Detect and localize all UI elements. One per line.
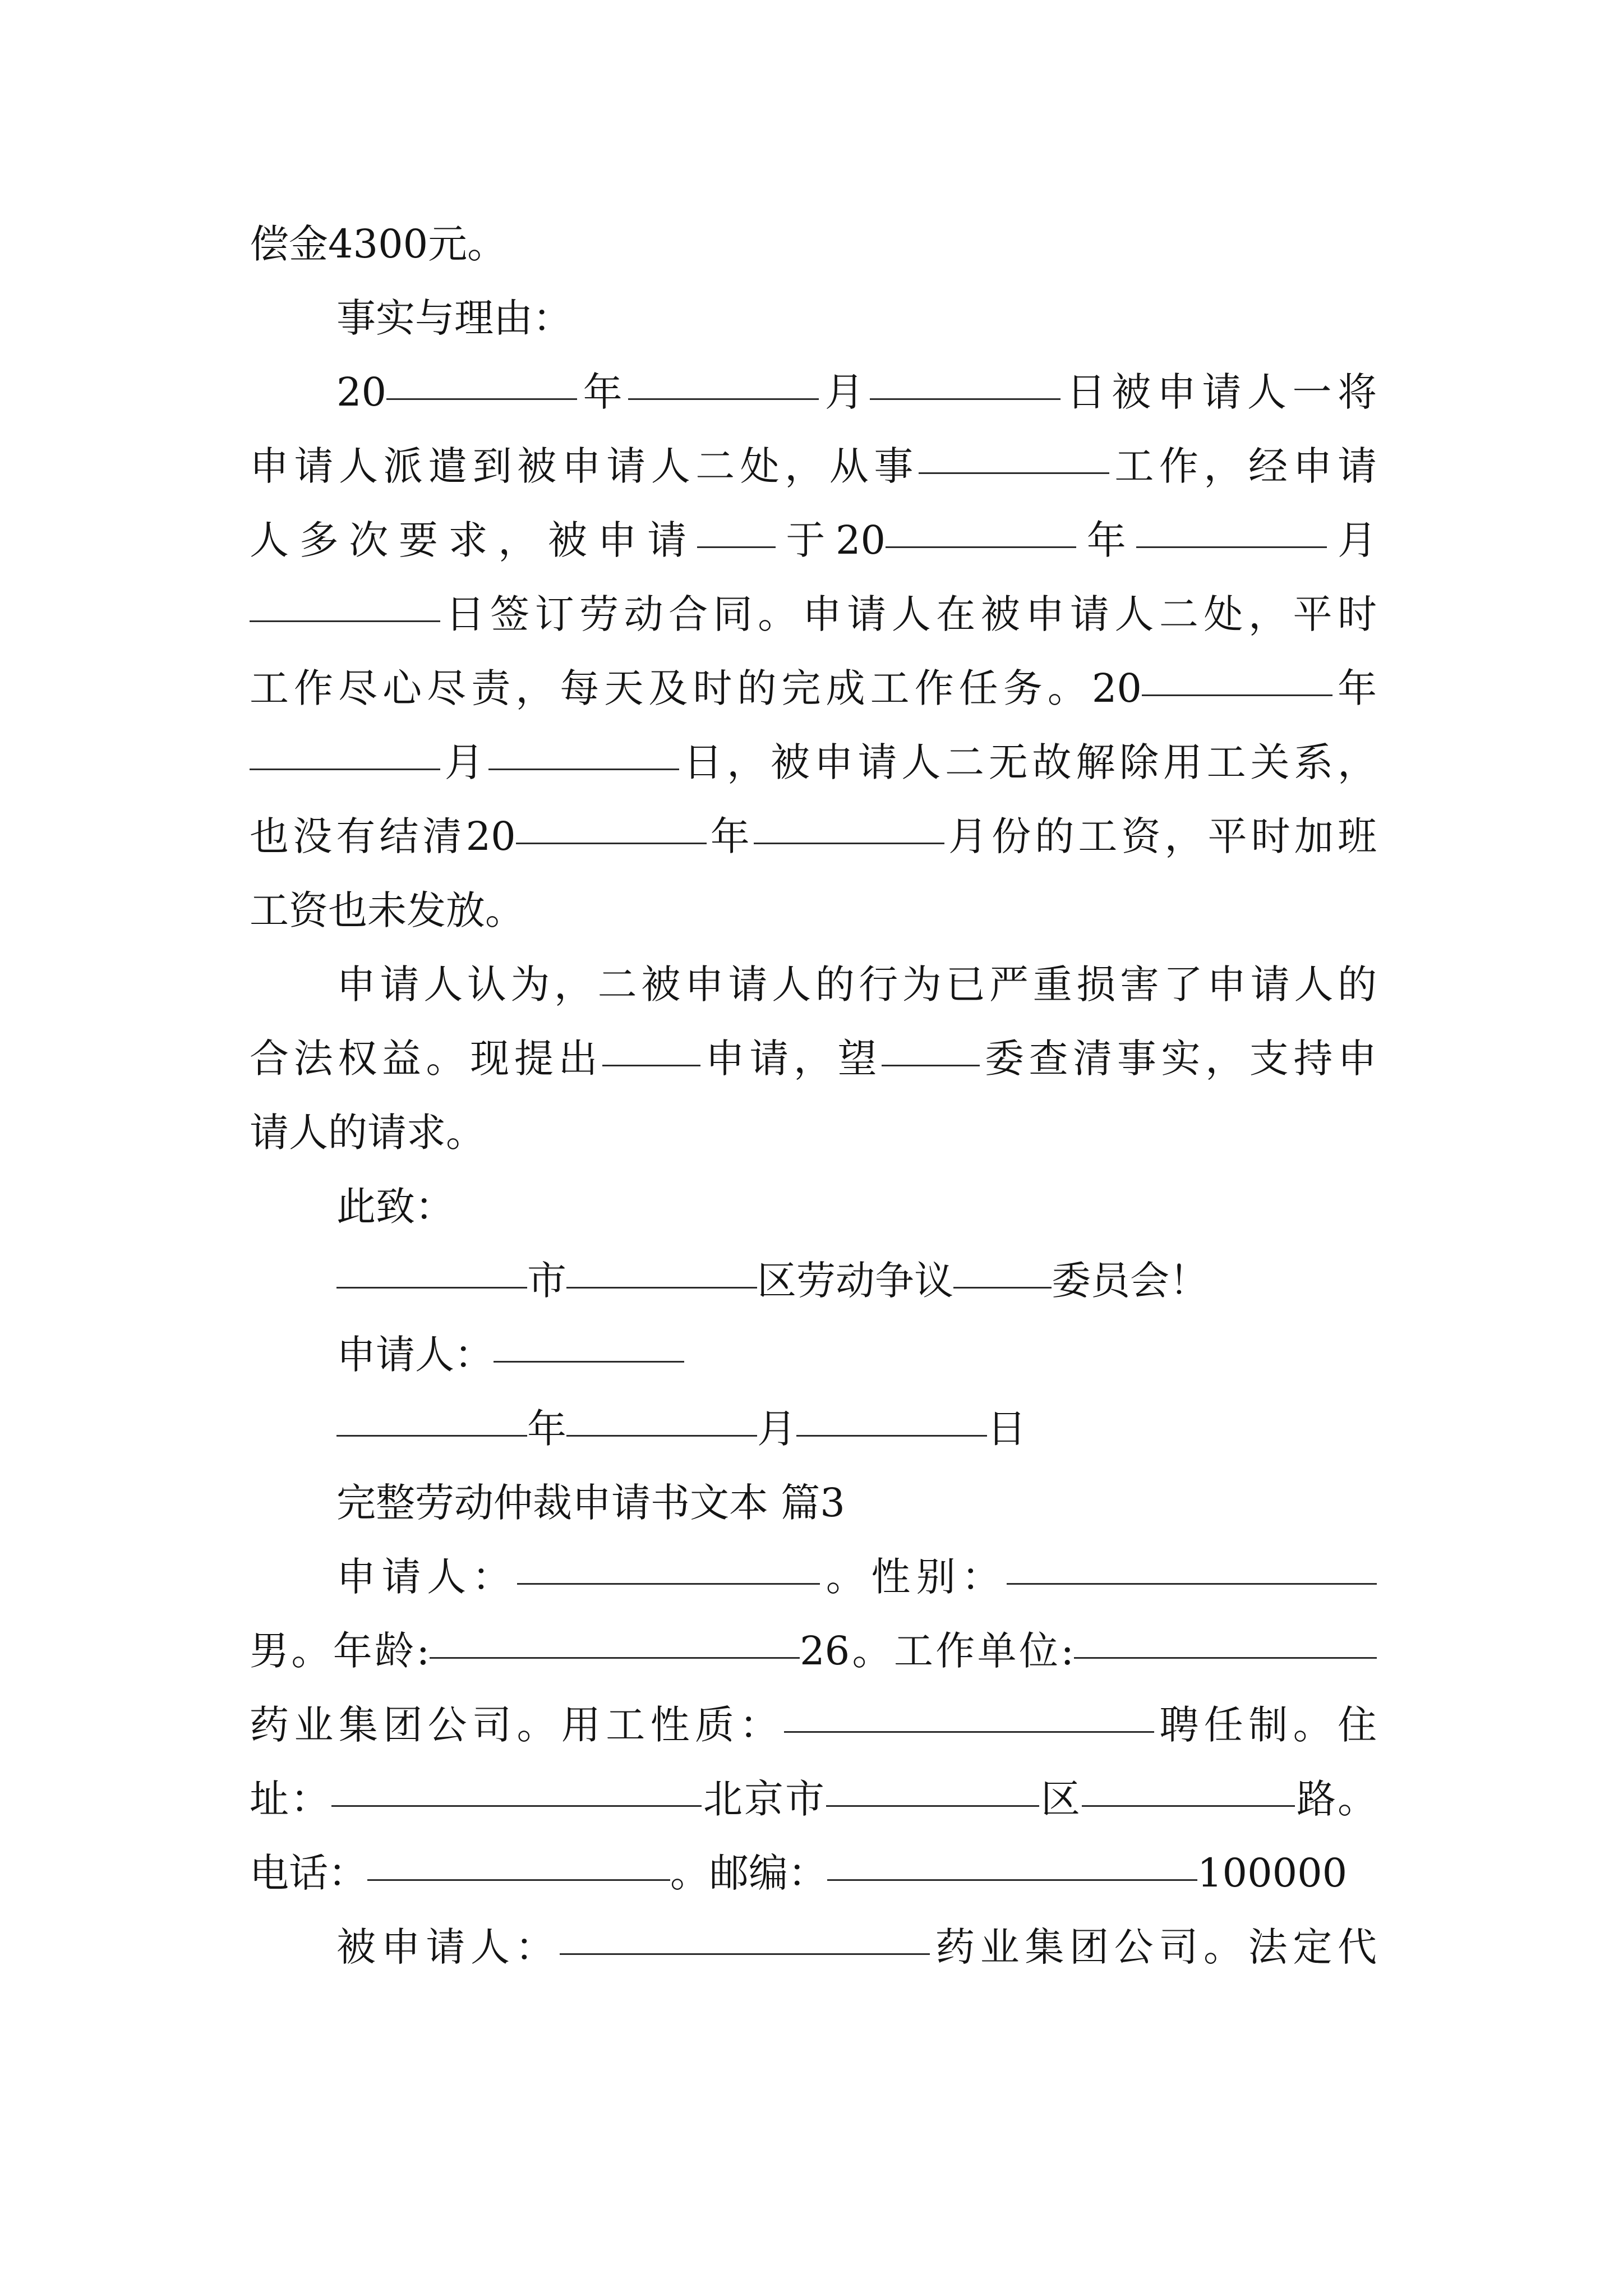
signature-line [336,1324,1377,1386]
text-line [250,880,1377,941]
fill-in-blank [566,1398,757,1437]
text-segment: 月 [757,1406,796,1452]
text-segment: 合法权益。现提出 [250,1036,603,1082]
text-line [250,1102,1377,1163]
fill-in-blank [560,1916,930,1955]
text-segment: 月份的工资，平时加班 [944,813,1377,859]
fill-in-blank [516,806,707,844]
text-line [250,583,1377,645]
text-segment: 26。工作单位: [800,1628,1074,1674]
text-line [336,954,1377,1015]
text-segment: 。性别： [820,1554,1007,1600]
text-segment: 偿金4300元。 [250,221,507,267]
text-segment: 完整劳动仲裁申请书文本 篇3 [336,1480,845,1526]
text-segment: 区 [1039,1776,1082,1822]
text-line [336,361,1377,423]
text-segment: 申请，望 [700,1036,882,1082]
text-segment: 聘任制。住 [1154,1702,1377,1748]
fill-in-blank [919,435,1109,474]
text-segment: 委员会！ [1052,1258,1209,1304]
fill-in-blank [1142,657,1332,696]
fill-in-blank [367,1842,670,1881]
text-segment: 路。 [1295,1776,1377,1822]
text-segment: 于20 [775,517,886,563]
text-segment: 日，被申请人二无故解除用工关系， [679,739,1377,785]
text-segment: 请人的请求。 [250,1110,485,1156]
text-segment: 也没有结清20 [250,813,516,859]
text-segment: 人多次要求，被申请 [250,517,697,563]
text-segment: 工作，经申请 [1109,443,1377,489]
fill-in-blank [488,731,679,770]
text-line [250,1028,1377,1089]
form-line [250,1842,1377,1904]
fill-in-blank [1074,1620,1377,1659]
text-segment: 男。年龄: [250,1628,430,1674]
text-segment: 申请人派遣到被申请人二处，从事 [250,443,919,489]
section-title [336,1472,1377,1534]
text-segment: 月 [1327,517,1377,563]
text-segment: 此致： [336,1184,454,1230]
text-segment: 工作尽心尽责，每天及时的完成工作任务。20 [250,665,1142,711]
text-segment: 年 [706,813,754,859]
form-line [336,1916,1377,1978]
text-line [250,657,1377,719]
fill-in-blank [1136,509,1327,548]
fill-in-blank [882,1028,980,1066]
fill-in-blank [250,583,440,622]
text-segment: 药业集团公司。用工性质： [250,1702,784,1748]
fill-in-blank [754,806,944,844]
text-segment: 北京市 [702,1776,826,1822]
text-segment: 址： [250,1776,331,1822]
text-segment: 年 [527,1406,566,1452]
fill-in-blank [796,1398,987,1437]
text-segment: 100000 [1197,1850,1348,1896]
fill-in-blank [886,509,1076,548]
text-segment: 日签订劳动合同。申请人在被申请人二处，平时 [440,591,1377,637]
text-segment: 委查清事实，支持申 [980,1036,1377,1082]
text-segment: 申请人： [336,1554,518,1600]
text-line [250,213,1377,275]
fill-in-blank [494,1324,684,1363]
text-segment: 月 [819,369,870,415]
text-segment: 日被申请人一将 [1061,369,1377,415]
fill-in-blank [331,1768,702,1807]
fill-in-blank [870,361,1061,400]
fill-in-blank [827,1842,1197,1881]
addressee-line [336,1250,1377,1312]
fill-in-blank [826,1768,1039,1807]
fill-in-blank [336,1398,527,1437]
text-segment: 事实与理由： [336,295,572,341]
form-line [336,1546,1377,1608]
fill-in-blank [628,361,819,400]
text-segment: 市 [527,1258,566,1304]
text-segment: 20 [336,369,387,415]
text-segment: 电话： [250,1850,367,1896]
text-segment: 年 [1332,665,1377,711]
salutation [336,1176,1377,1237]
fill-in-blank [784,1694,1154,1733]
form-line [250,1620,1377,1682]
fill-in-blank [517,1546,820,1585]
fill-in-blank [566,1250,757,1289]
text-line [250,731,1377,793]
section-heading [336,287,1377,349]
form-line [250,1768,1377,1830]
text-line [250,435,1377,497]
text-segment: 申请人认为，二被申请人的行为已严重损害了申请人的 [336,961,1377,1007]
fill-in-blank [697,509,776,548]
fill-in-blank [953,1250,1052,1289]
text-segment: 年 [577,369,629,415]
fill-in-blank [1007,1546,1377,1585]
form-line [250,1694,1377,1756]
date-line [336,1398,1377,1460]
fill-in-blank [430,1620,800,1659]
text-segment: 。邮编： [670,1850,827,1896]
text-segment: 申请人： [336,1332,494,1378]
text-segment: 区劳动争议 [757,1258,953,1304]
text-segment: 被申请人： [336,1924,560,1970]
text-segment: 月 [440,739,488,785]
text-segment: 日 [987,1406,1026,1452]
text-line [250,806,1377,867]
fill-in-blank [602,1028,700,1066]
fill-in-blank [1082,1768,1295,1807]
text-segment: 年 [1076,517,1137,563]
text-segment: 工资也未发放。 [250,887,524,933]
text-line [250,509,1377,571]
fill-in-blank [250,731,440,770]
fill-in-blank [386,361,577,400]
text-segment: 药业集团公司。法定代 [930,1924,1377,1970]
fill-in-blank [336,1250,527,1289]
